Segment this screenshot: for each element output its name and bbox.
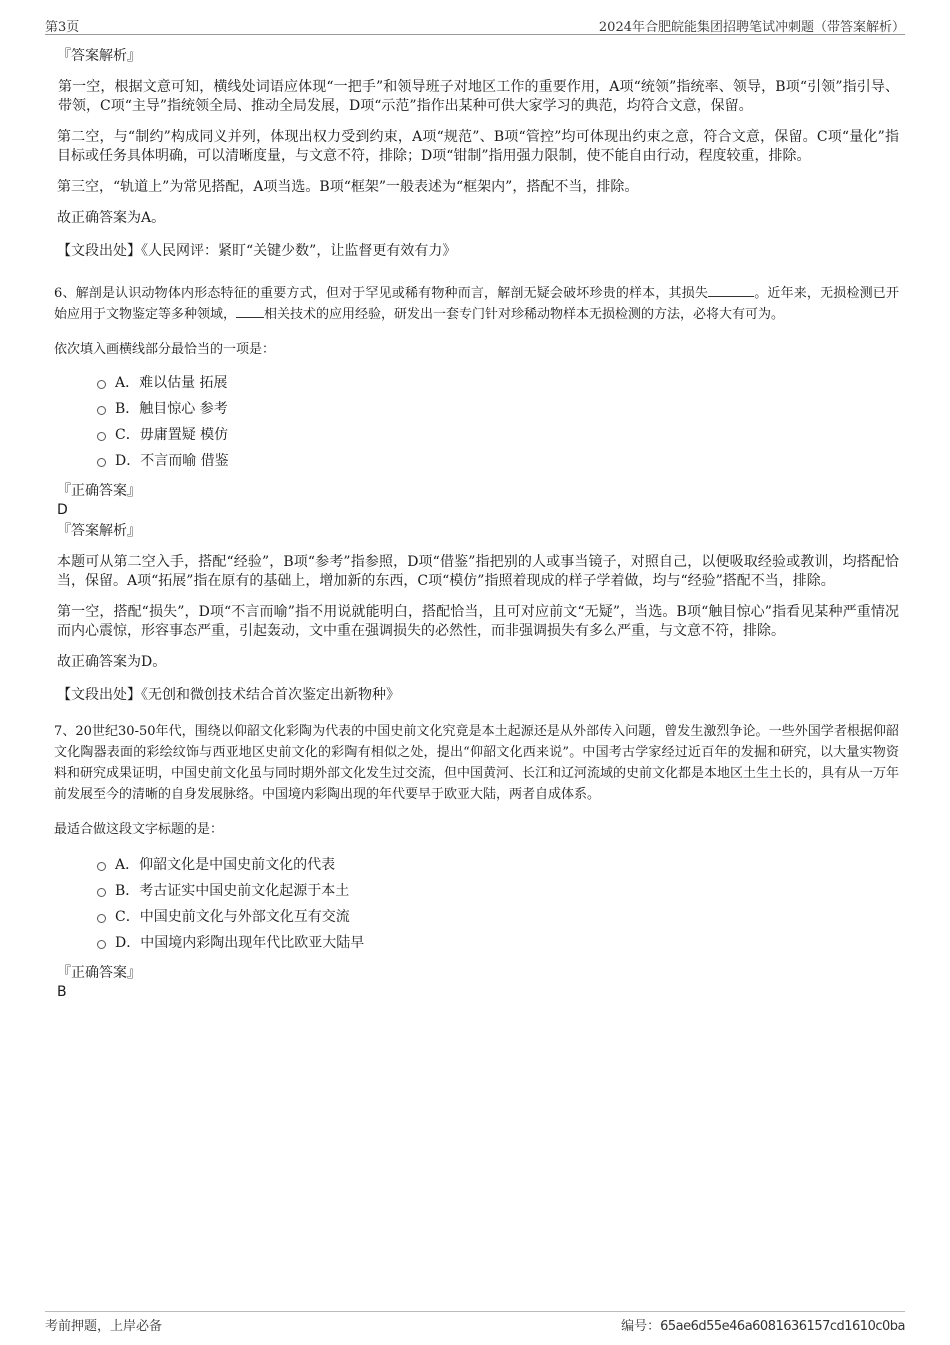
analysis-label: 『答案解析』 [57, 523, 141, 539]
page-number: 第3页 [45, 20, 80, 35]
option-c[interactable]: C．毋庸置疑 模仿 [97, 421, 899, 447]
radio-icon[interactable] [97, 862, 106, 871]
option-a[interactable]: A．仰韶文化是中国史前文化的代表 [97, 851, 899, 877]
radio-icon[interactable] [97, 458, 106, 467]
analysis-paragraph: 第三空，“轨道上”为常见搭配，A项当选。B项“框架”一般表述为“框架内”，搭配不当，排除。 [57, 179, 639, 195]
options-list [57, 369, 899, 473]
blank-line [236, 305, 264, 318]
analysis-paragraph: 本题可从第二空入手，搭配“经验”，B项“参考”指参照，D项“借鉴”指把别的人或事当镜子，对照自己，以便吸取经验或教训，均搭配恰当，保留。A项“拓展”指在原有的基础上，增加新的东西，C项“模仿”指照着现成的样子学着做，均与“经验”搭配不当，排除。 [57, 554, 899, 589]
question-prompt: 最适合做这段文字标题的是： [54, 822, 224, 837]
question-stem: 7、20世纪30-50年代，围绕以仰韶文化彩陶为代表的中国史前文化究竟是本土起源还是从外部传入问题，曾发生激烈争论。一些外国学者根据仰韶文化陶器表面的彩绘纹饰与西亚地区史前文化的彩陶有相似之处，提出“仰韶文化西来说”。中国考古学家经过近百年的发掘和研究，以大量实物资料和研究成果证明，中国史前文化虽与同时期外部文化发生过交流，但中国黄河、长江和辽河流域的史前文化都是本地区土生土长的，具有从一万年前发展至今的清晰的自身发展脉络。中国境内彩陶出现的年代要早于欧亚大陆，两者自成体系。 [54, 724, 900, 802]
source-citation: 【文段出处】《无创和微创技术结合首次鉴定出新物种》 [57, 687, 400, 703]
page-header [45, 14, 905, 35]
document-title: 2024年合肥皖能集团招聘笔试冲刺题（带答案解析） [598, 20, 905, 35]
blank-line [708, 284, 754, 297]
correct-answer-label: 『正确答案』 [57, 965, 141, 981]
answer-conclusion: 故正确答案为A。 [57, 210, 166, 226]
analysis-paragraph: 第二空，与“制约”构成同义并列，体现出权力受到约束，A项“规范”、B项“管控”均可体现出约束之意，符合文意，保留。C项“量化”指目标或任务具体明确，可以清晰度量，与文意不符，排除；D项“钳制”指用强力限制，使不能自由行动，程度较重，排除。 [57, 129, 899, 164]
radio-icon[interactable] [97, 432, 106, 441]
question-prompt: 依次填入画横线部分最恰当的一项是： [54, 342, 276, 357]
option-b[interactable]: B．考古证实中国史前文化起源于本土 [97, 877, 899, 903]
option-b[interactable]: B．触目惊心 参考 [97, 395, 899, 421]
footer-slogan: 考前押题，上岸必备 [45, 1319, 163, 1334]
page-content [54, 46, 900, 1001]
analysis-paragraph: 第一空，搭配“损失”，D项“不言而喻”指不用说就能明白，搭配恰当，且可对应前文“无疑”，当选。B项“触目惊心”指看见某种严重情况而内心震惊，形容事态严重，引起轰动，文中重在强调损失的必然性，而非强调损失有多么严重，与文意不符，排除。 [57, 604, 899, 639]
correct-answer: B [57, 984, 67, 1000]
analysis-label: 『答案解析』 [57, 48, 141, 64]
question-stem: 6、解剖是认识动物体内形态特征的重要方式，但对于罕见或稀有物种而言，解剖无疑会破坏珍贵的样本，其损失 。近年来，无损检测已开始应用于文物鉴定等多种领域， 相关技术的应用经验，研发出一套专门针对珍稀动物样本无损检测的方法，必将大有可为。 [54, 286, 899, 322]
answer-conclusion: 故正确答案为D。 [57, 654, 167, 670]
radio-icon[interactable] [97, 380, 106, 389]
option-c[interactable]: C．中国史前文化与外部文化互有交流 [97, 903, 899, 929]
analysis-paragraph: 第一空，根据文意可知，横线处词语应体现“一把手”和领导班子对地区工作的重要作用，A项“统领”指统率、领导，B项“引领”指引导、带领，C项“主导”指统领全局、推动全局发展，D项“示范”指作出某种可供大家学习的典范，均符合文意，保留。 [58, 79, 899, 114]
option-d[interactable]: D．中国境内彩陶出现年代比欧亚大陆早 [97, 929, 899, 955]
source-citation: 【文段出处】《人民网评：紧盯“关键少数”，让监督更有效有力》 [57, 243, 457, 259]
option-d[interactable]: D．不言而喻 借鉴 [97, 447, 899, 473]
radio-icon[interactable] [97, 888, 106, 897]
page-footer [45, 1311, 905, 1336]
radio-icon[interactable] [97, 940, 106, 949]
correct-answer: D [57, 502, 68, 518]
radio-icon[interactable] [97, 914, 106, 923]
document-code: 编号：65ae6d55e46a6081636157cd1610c0ba [621, 1319, 905, 1334]
correct-answer-label: 『正确答案』 [57, 483, 141, 499]
options-list [57, 851, 899, 955]
radio-icon[interactable] [97, 406, 106, 415]
option-a[interactable]: A．难以估量 拓展 [97, 369, 899, 395]
